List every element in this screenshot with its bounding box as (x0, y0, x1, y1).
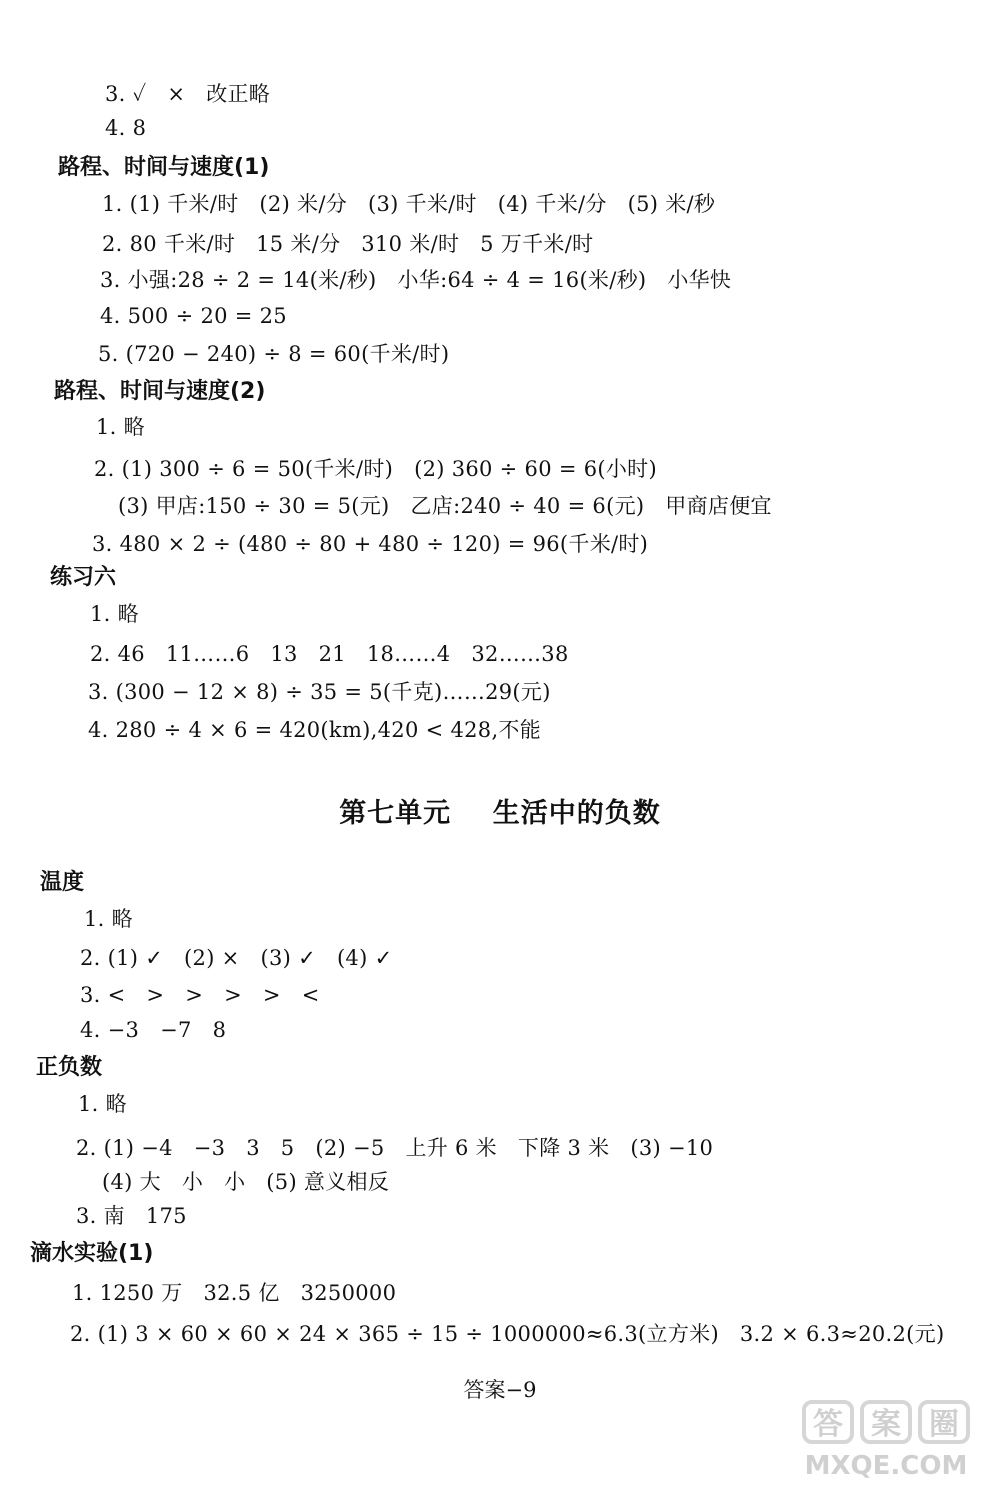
answer-line: 2. (1) ✓ (2) × (3) ✓ (4) ✓ (80, 946, 393, 970)
answer-line: 2. (1) −4 −3 3 5 (2) −5 上升 6 米 下降 3 米 (3) −10 (76, 1136, 714, 1160)
section-heading: 路程、时间与速度(1) (58, 155, 270, 180)
answer-line: 2. 80 千米/时 15 米/分 310 米/时 5 万千米/时 (102, 232, 594, 256)
section-heading: 滴水实验(1) (30, 1241, 154, 1266)
section-heading: 正负数 (36, 1055, 103, 1080)
answer-line: 4. 280 ÷ 4 × 6 = 420(km),420 < 428,不能 (88, 718, 542, 742)
watermark-logo (800, 1400, 980, 1480)
section-heading: 练习六 (50, 565, 117, 590)
answer-line: 1. 略 (78, 1092, 127, 1116)
answer-line: 4. 500 ÷ 20 = 25 (100, 304, 287, 328)
answer-line: 3. 南 175 (76, 1204, 187, 1228)
answer-line: 1. (1) 千米/时 (2) 米/分 (3) 千米/时 (4) 千米/分 (5) 米/秒 (102, 192, 716, 216)
answer-line: 4. 8 (105, 116, 147, 140)
chapter-title: 第七单元 生活中的负数 (339, 798, 661, 829)
answer-line: 1. 1250 万 32.5 亿 3250000 (72, 1281, 397, 1305)
answer-line: 3. 480 × 2 ÷ (480 ÷ 80 + 480 ÷ 120) = 96(千米/时) (92, 532, 649, 556)
svg-text:答: 答 (813, 1407, 843, 1442)
answer-line: 3. ✓ × 改正略 (105, 82, 271, 106)
answer-line: (3) 甲店:150 ÷ 30 = 5(元) 乙店:240 ÷ 40 = 6(元) 甲商店便宜 (118, 494, 772, 518)
page-number: 答案−9 (463, 1378, 537, 1402)
answer-line: (4) 大 小 小 (5) 意义相反 (102, 1170, 390, 1194)
answer-line: 2. 46 11……6 13 21 18……4 32……38 (90, 642, 569, 666)
answer-line: 3. (300 − 12 × 8) ÷ 35 = 5(千克)……29(元) (88, 680, 551, 704)
svg-text:圈: 圈 (929, 1407, 959, 1442)
answer-line: 1. 略 (90, 602, 139, 626)
answer-line: 4. −3 −7 8 (80, 1018, 227, 1042)
section-heading: 温度 (40, 870, 85, 895)
answer-line: 5. (720 − 240) ÷ 8 = 60(千米/时) (98, 342, 450, 366)
answer-line: 1. 略 (96, 415, 145, 439)
svg-text:MXQE.COM: MXQE.COM (804, 1451, 968, 1480)
section-heading: 路程、时间与速度(2) (54, 379, 266, 404)
answer-line: 3. 小强:28 ÷ 2 = 14(米/秒) 小华:64 ÷ 4 = 16(米/秒) 小华快 (100, 268, 732, 292)
answer-line: 2. (1) 3 × 60 × 60 × 24 × 365 ÷ 15 ÷ 1000000≈6.3(立方米) 3.2 × 6.3≈20.2(元) (70, 1322, 945, 1346)
svg-text:案: 案 (871, 1407, 901, 1442)
answer-line: 3. < > > > > < (80, 983, 320, 1007)
answer-line: 1. 略 (84, 907, 133, 931)
answer-line: 2. (1) 300 ÷ 6 = 50(千米/时) (2) 360 ÷ 60 = 6(小时) (94, 457, 657, 481)
